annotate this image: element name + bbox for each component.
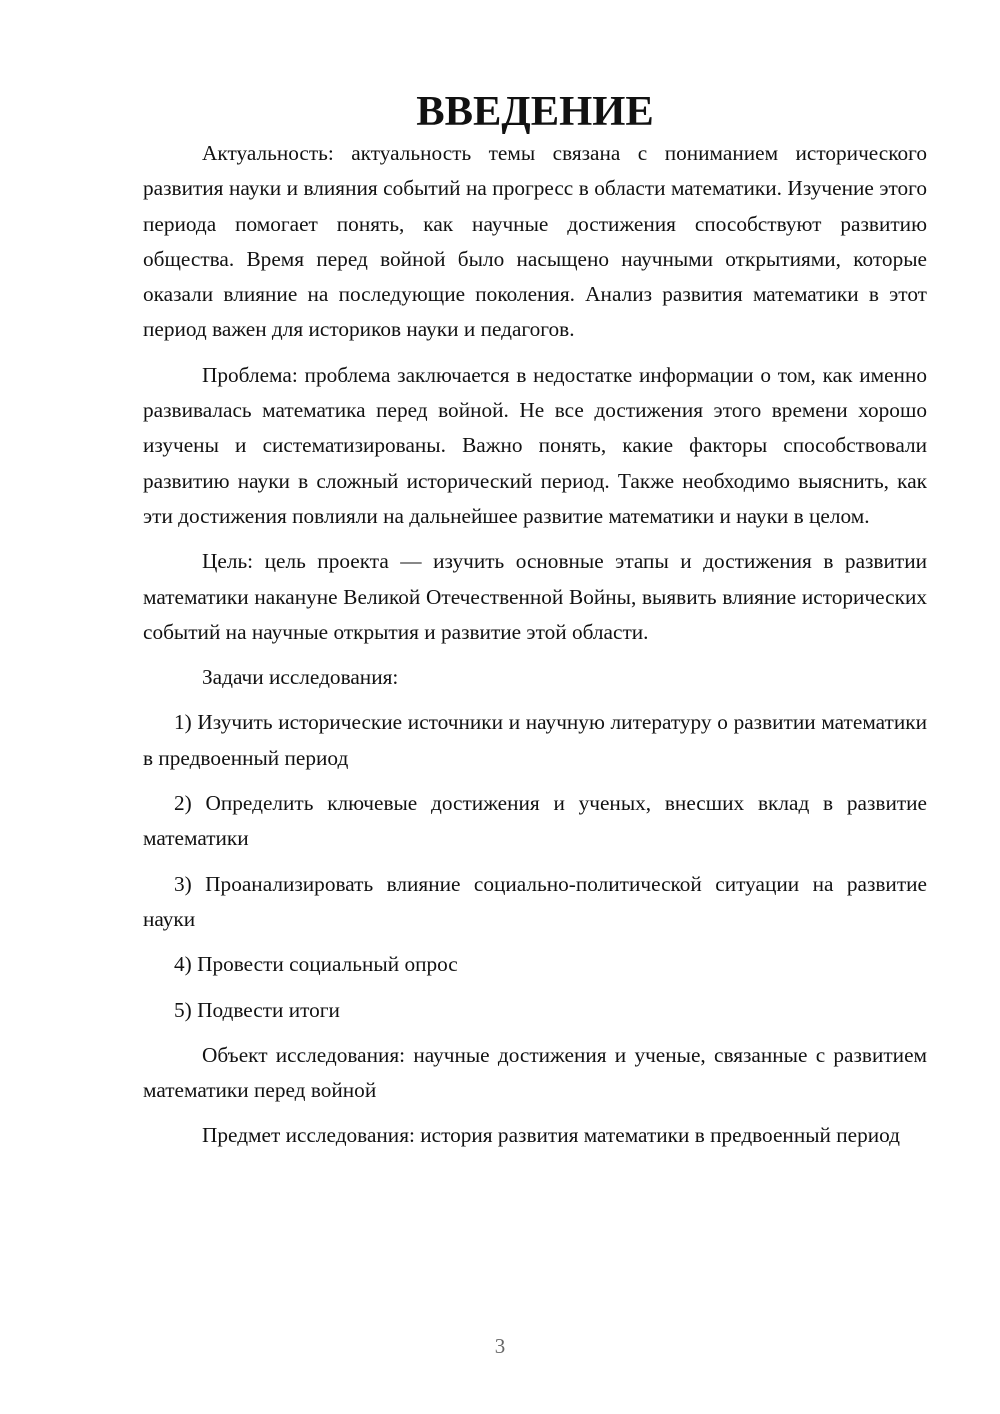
paragraph-object: Объект исследования: научные достижения и ученые, связанные с развитием математики перед войной [143,1042,927,1103]
paragraph-relevance: Актуальность: актуальность темы связана с пониманием исторического развития науки и влияния событий на прогресс в области математики. Изучение этого периода помогает понять, как научные достижения способствуют развитию общества. Время перед войной было насыщено научными открытиями, которые оказали влияние на последующие поколения. Анализ развития математики в этот период важен для историков науки и педагогов. [143,141,927,342]
paragraph-tasks-title: Задачи исследования: [202,665,399,690]
paragraph-goal: Цель: цель проекта — изучить основные этапы и достижения в развитии математики накануне Великой Отечественной Войны, выявить влияние исторических событий на научные открытия и развитие этой области. [143,549,927,644]
paragraph-problem: Проблема: проблема заключается в недостатке информации о том, как именно развивалась математика перед войной. Не все достижения этого времени хорошо изучены и систематизированы. Важно понять, какие факторы способствовали развитию науки в сложный исторический период. Также необходимо выяснить, как эти достижения повлияли на дальнейшее развитие математики и науки в целом. [143,362,927,528]
paragraph-subject: Предмет исследования: история развития математики в предвоенный период [202,1123,901,1148]
task-item-1: 1) Изучить исторические источники и научную литературу о развитии математики в предвоенный период [143,710,927,770]
page-content [143,88,927,1164]
task-item-3: 3) Проанализировать влияние социально-политической ситуации на развитие науки [143,871,927,931]
task-item-4: 4) Провести социальный опрос [174,952,458,977]
page-number: 3 [494,1334,506,1358]
section-heading: ВВЕДЕНИЕ [416,88,654,135]
task-item-2: 2) Определить ключевые достижения и ученых, внесших вклад в развитие математики [143,791,927,851]
task-item-5: 5) Подвести итоги [174,997,340,1022]
